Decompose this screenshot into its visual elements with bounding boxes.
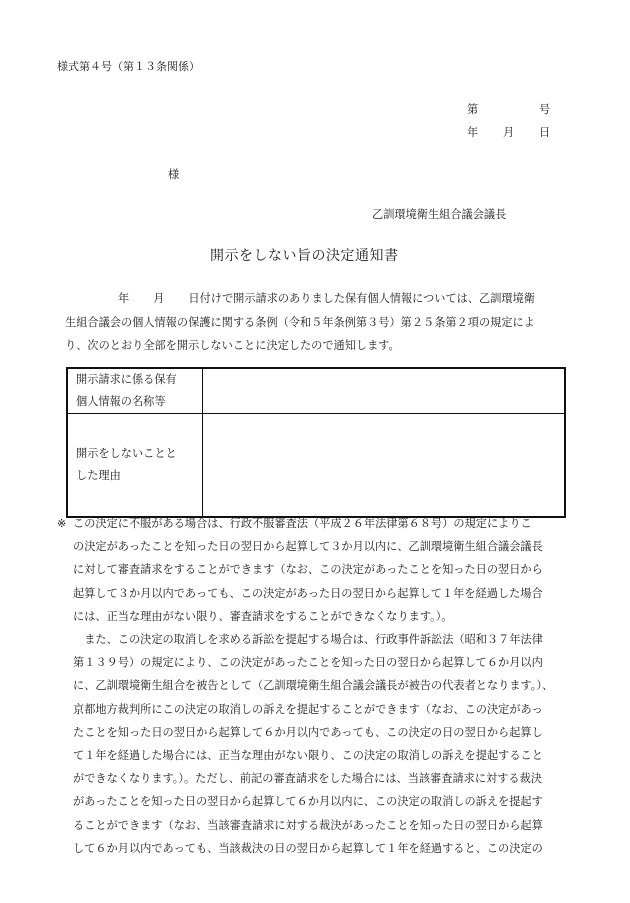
notice-line: があったことを知った日の翌日から起算して６か月以内に、この決定の取消しの訴えを提起す	[73, 795, 543, 809]
notice-body	[73, 512, 553, 860]
intro-date-year: 年	[118, 292, 130, 305]
notice-line: 京都地方裁判所にこの決定の取消しの訴えを提起することができます（なお、この決定があっ	[73, 702, 543, 716]
table-row-info-name	[67, 368, 565, 414]
date-day: 日	[539, 126, 551, 139]
date-month: 月	[503, 126, 515, 139]
row-label-info-name	[67, 368, 203, 414]
notice-line: の決定があったことを知った日の翌日から起算して３か月以内に、乙訓環境衛生組合議会議長	[73, 540, 543, 554]
row-label-line: 開示をしないことと	[76, 446, 177, 460]
decision-table	[66, 367, 566, 518]
sender-name: 乙訓環境衛生組合議会議長	[372, 208, 507, 221]
notice-line: ることができます（なお、当該審査請求に対する裁決があったことを知った日の翌日から起算	[73, 818, 543, 832]
notice-line: 起算して３か月以内であっても、この決定があった日の翌日から起算して１年を経過した場合	[73, 586, 543, 600]
row-label-line: した理由	[76, 468, 121, 482]
info-name-value[interactable]	[203, 368, 566, 414]
intro-line-2: 生組合議会の個人情報の保護に関する条例（令和５年条例第３号）第２５条第２項の規定によ	[65, 315, 535, 329]
notice-line: に対して審査請求をすることができます（なお、この決定があったことを知った日の翌日から	[73, 563, 543, 577]
doc-number-prefix: 第	[467, 103, 479, 116]
intro-paragraph	[65, 287, 577, 358]
notice-line: に、乙訓環境衛生組合を被告として（乙訓環境衛生組合議会議長が被告の代表者となります。）、	[73, 679, 554, 693]
row-label-reason	[67, 414, 203, 517]
notice-mark: ※	[57, 517, 67, 530]
notice-line: ができなくなります。）。ただし、前記の審査請求をした場合には、当該審査請求に対する裁決	[73, 772, 542, 786]
page-title: 開示をしない旨の決定通知書	[210, 248, 399, 264]
notice-line: たことを知った日の翌日から起算して６か月以内であっても、この決定の日の翌日から起算し	[73, 725, 543, 739]
table-row-reason	[67, 414, 565, 517]
notice-line: て１年を経過した場合には、正当な理由がない限り、この決定の取消しの訴えを提起すること	[73, 749, 543, 763]
date-year: 年	[467, 126, 479, 139]
intro-line-text: 日付けで開示請求のありました保有個人情報については、乙訓環境衛	[188, 292, 535, 305]
row-label-line: 開示請求に係る保有	[76, 373, 177, 386]
addressee-honorific: 様	[168, 168, 180, 181]
doc-number-suffix: 号	[539, 103, 551, 116]
notice-line: この決定に不服がある場合は、行政不服審査法（平成２６年法律第６８号）の規定によりこ	[73, 517, 532, 530]
form-number: 様式第４号（第１３条関係）	[57, 60, 200, 73]
notice-line: 第１３９号）の規定により、この決定があったことを知った日の翌日から起算して６か月以内	[73, 656, 543, 670]
reason-value[interactable]	[203, 414, 566, 517]
notice-line: して６か月以内であっても、当該裁決の日の翌日から起算して１年を経過すると、この決定の	[73, 841, 543, 855]
intro-line-1	[65, 287, 577, 311]
notice-line: には、正当な理由がない限り、審査請求をすることができなくなります。）。	[73, 609, 453, 623]
row-label-line: 個人情報の名称等	[76, 395, 166, 408]
intro-line-3: り、次のとおり全部を開示しないことに決定したので通知します。	[65, 339, 400, 352]
notice-line: また、この決定の取消しを求める訴訟を提起する場合は、行政事件訴訟法（昭和３７年法律	[73, 633, 543, 647]
intro-date-month: 月	[153, 292, 165, 305]
